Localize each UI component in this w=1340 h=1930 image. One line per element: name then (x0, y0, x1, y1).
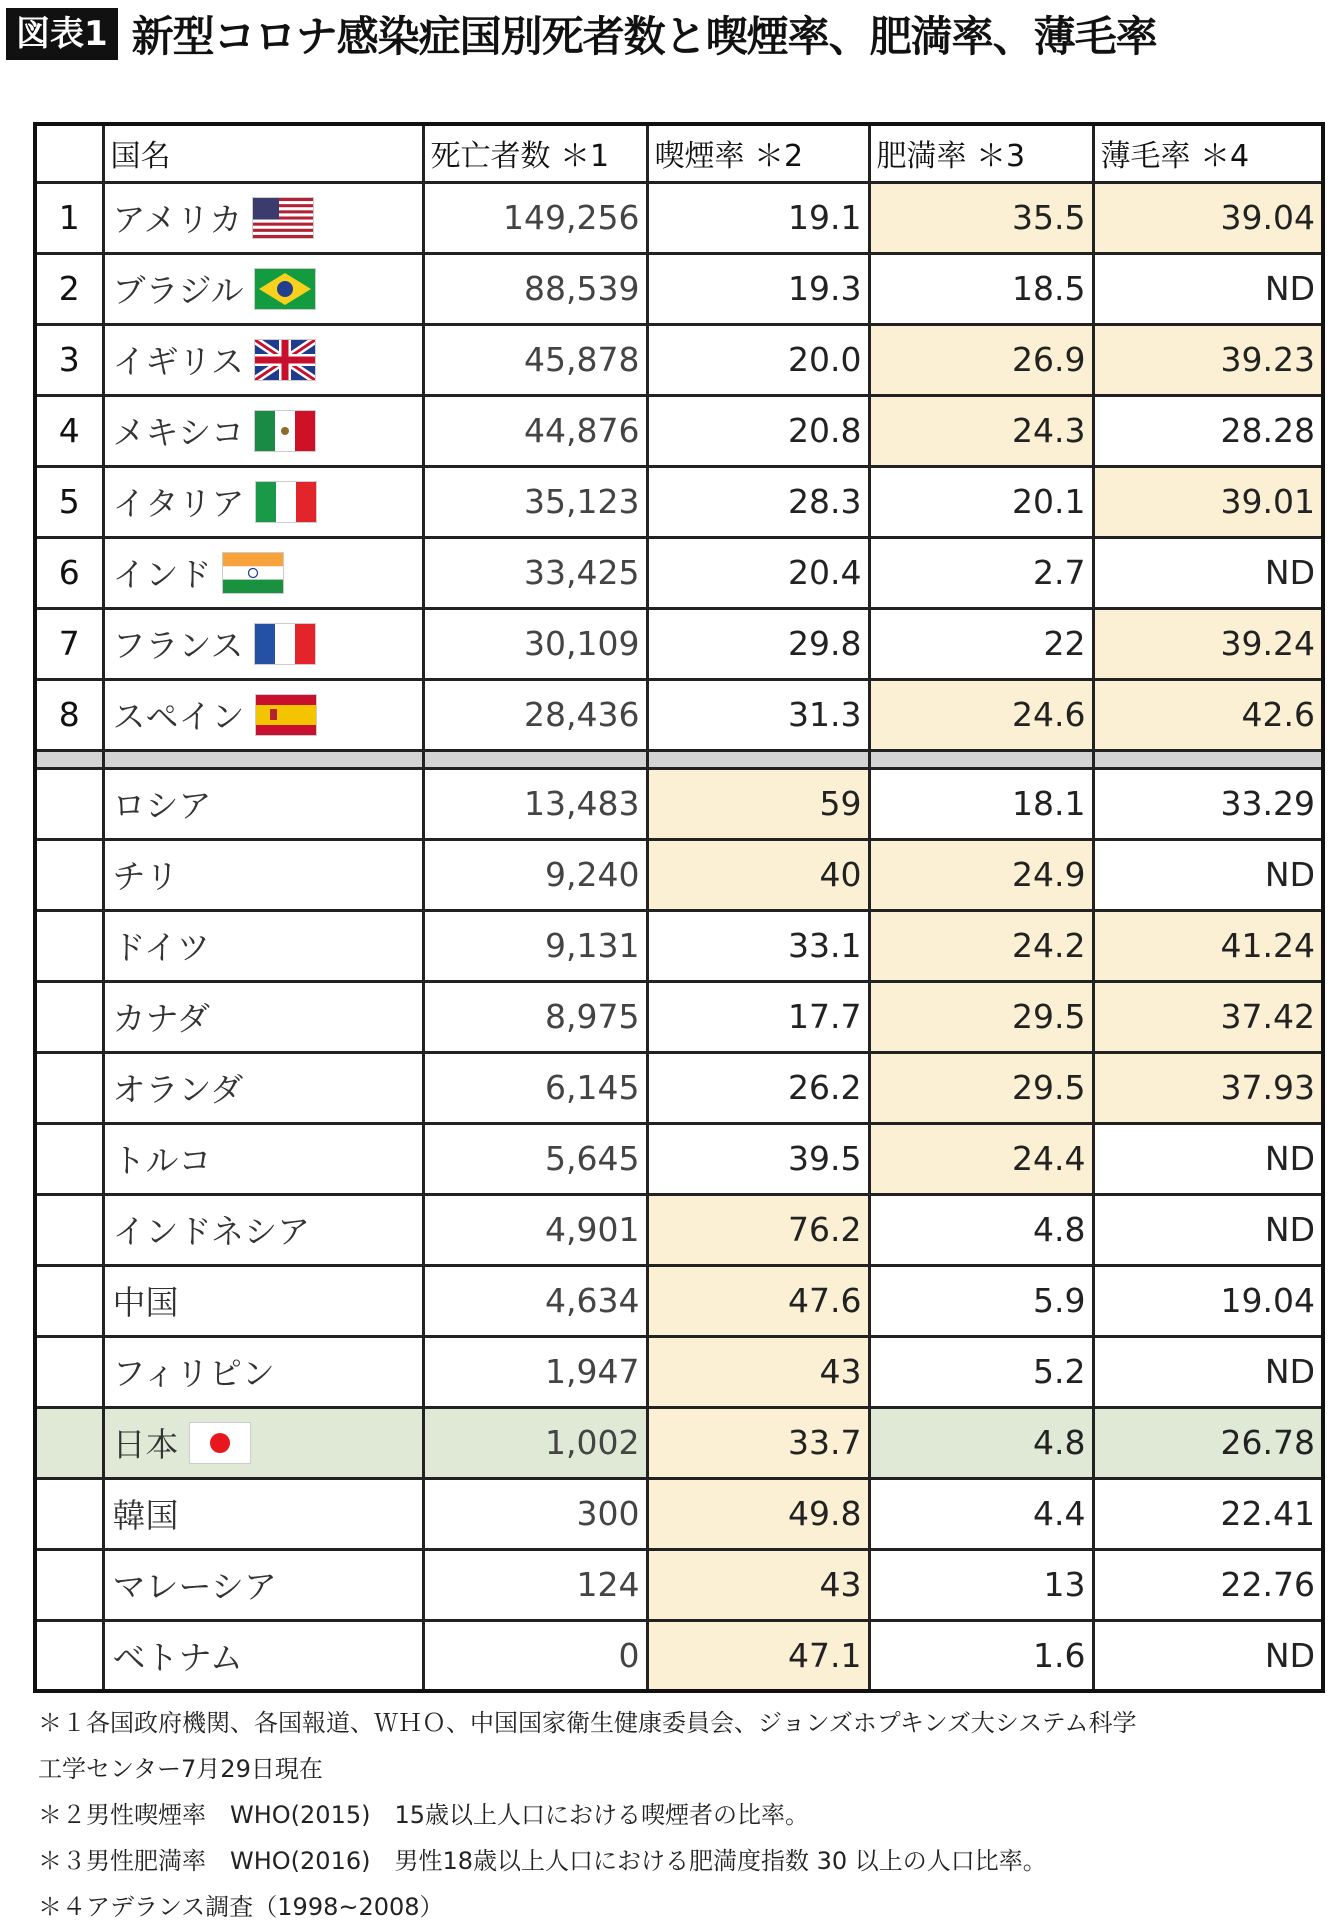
data-table (33, 122, 1325, 1693)
rank-cell (35, 981, 103, 1052)
baldness-rate-cell: 28.28 (1093, 395, 1323, 466)
smoking-rate-cell: 28.3 (647, 466, 869, 537)
deaths-cell: 300 (423, 1478, 647, 1549)
country-cell (103, 1265, 423, 1336)
baldness-rate-cell: 39.23 (1093, 324, 1323, 395)
baldness-rate-cell: 42.6 (1093, 679, 1323, 750)
obesity-rate-cell: 26.9 (869, 324, 1093, 395)
rank-cell (35, 839, 103, 910)
footnote: ＊３男性肥満率 WHO(2016) 男性18歳以上人口における肥満度指数 30 以上の人口比率。 (38, 1847, 1047, 1875)
baldness-rate-cell: ND (1093, 253, 1323, 324)
table-row (35, 1620, 1323, 1691)
column-header-baldness: 薄毛率 ＊4 (1093, 124, 1323, 182)
obesity-rate-cell: 5.2 (869, 1336, 1093, 1407)
country-name-group (113, 194, 315, 241)
country-name: マレーシア (112, 1567, 277, 1606)
rank-cell (35, 1336, 103, 1407)
rank-cell: 3 (35, 324, 103, 395)
mexico-flag-icon (254, 410, 316, 452)
obesity-rate-cell: 20.1 (869, 466, 1093, 537)
deaths-cell: 8,975 (423, 981, 647, 1052)
country-name-group (113, 993, 210, 1040)
country-name: 韓国 (112, 1496, 179, 1535)
country-name-group (113, 780, 212, 827)
deaths-cell: 9,240 (423, 839, 647, 910)
baldness-rate-cell: 39.04 (1093, 182, 1323, 253)
baldness-rate-cell: ND (1093, 537, 1323, 608)
obesity-rate-cell: 24.9 (869, 839, 1093, 910)
country-cell (103, 768, 423, 839)
country-cell (103, 839, 423, 910)
country-name: スペイン (112, 697, 245, 736)
deaths-cell: 33,425 (423, 537, 647, 608)
footnote: ＊１各国政府機関、各国報道、ＷＨＯ、中国国家衛生健康委員会、ジョンズホプキンズ大システム科学 (38, 1709, 1137, 1737)
country-name: ロシア (112, 786, 212, 825)
country-name-group (113, 1206, 311, 1253)
deaths-cell: 4,901 (423, 1194, 647, 1265)
smoking-rate-cell: 76.2 (647, 1194, 869, 1265)
country-cell (103, 537, 423, 608)
table-row (35, 324, 1323, 395)
baldness-rate-cell: ND (1093, 1620, 1323, 1691)
smoking-rate-cell: 20.0 (647, 324, 869, 395)
obesity-rate-cell: 18.5 (869, 253, 1093, 324)
france-flag-icon (254, 623, 316, 665)
obesity-rate-cell: 4.8 (869, 1407, 1093, 1478)
table-row (35, 768, 1323, 839)
deaths-cell: 44,876 (423, 395, 647, 466)
smoking-rate-cell: 43 (647, 1336, 869, 1407)
smoking-rate-cell: 39.5 (647, 1123, 869, 1194)
smoking-rate-cell: 29.8 (647, 608, 869, 679)
obesity-rate-cell: 24.6 (869, 679, 1093, 750)
country-name-group (113, 549, 284, 596)
japan-flag-icon (189, 1422, 251, 1464)
uk-flag-icon (254, 339, 316, 381)
country-name-group (113, 1419, 251, 1466)
column-header-deaths: 死亡者数 ＊1 (423, 124, 647, 182)
page-title: 新型コロナ感染症国別死者数と喫煙率、肥満率、薄毛率 (131, 12, 1157, 61)
baldness-rate-cell: 39.24 (1093, 608, 1323, 679)
table-header-row (35, 124, 1323, 182)
country-name-group (113, 922, 210, 969)
rank-cell (35, 1194, 103, 1265)
country-name: チリ (112, 857, 179, 896)
country-name-group (113, 1348, 275, 1395)
table-row (35, 910, 1323, 981)
country-name: ドイツ (112, 928, 210, 967)
baldness-rate-cell: ND (1093, 1336, 1323, 1407)
country-cell (103, 679, 423, 750)
country-name: インド (112, 555, 212, 594)
india-flag-icon (222, 552, 284, 594)
baldness-rate-cell: 37.93 (1093, 1052, 1323, 1123)
table-row (35, 1336, 1323, 1407)
smoking-rate-cell: 17.7 (647, 981, 869, 1052)
table-row (35, 466, 1323, 537)
separator-cell (1093, 750, 1323, 768)
table-row (35, 253, 1323, 324)
obesity-rate-cell: 35.5 (869, 182, 1093, 253)
smoking-rate-cell: 47.6 (647, 1265, 869, 1336)
rank-cell (35, 768, 103, 839)
table-row (35, 608, 1323, 679)
smoking-rate-cell: 20.4 (647, 537, 869, 608)
obesity-rate-cell: 24.4 (869, 1123, 1093, 1194)
country-cell (103, 608, 423, 679)
country-name-group (113, 1632, 243, 1679)
column-header-smoking: 喫煙率 ＊2 (647, 124, 869, 182)
table-body (35, 182, 1323, 1691)
smoking-rate-cell: 20.8 (647, 395, 869, 466)
deaths-cell: 30,109 (423, 608, 647, 679)
obesity-rate-cell: 18.1 (869, 768, 1093, 839)
baldness-rate-cell: 22.41 (1093, 1478, 1323, 1549)
country-name-group (113, 620, 316, 667)
separator-cell (103, 750, 423, 768)
rank-cell: 4 (35, 395, 103, 466)
footnote: 工学センター7月29日現在 (38, 1755, 323, 1783)
country-name: フィリピン (112, 1354, 275, 1393)
column-header-rank (35, 124, 103, 182)
italy-flag-icon (255, 481, 317, 523)
country-name-group (113, 1135, 212, 1182)
baldness-rate-cell: 37.42 (1093, 981, 1323, 1052)
smoking-rate-cell: 59 (647, 768, 869, 839)
obesity-rate-cell: 24.2 (869, 910, 1093, 981)
obesity-rate-cell: 24.3 (869, 395, 1093, 466)
country-cell (103, 1407, 423, 1478)
obesity-rate-cell: 4.8 (869, 1194, 1093, 1265)
country-name-group (113, 336, 316, 383)
deaths-cell: 6,145 (423, 1052, 647, 1123)
column-header-country: 国名 (103, 124, 423, 182)
rank-cell (35, 1407, 103, 1478)
obesity-rate-cell: 13 (869, 1549, 1093, 1620)
country-cell (103, 910, 423, 981)
obesity-rate-cell: 29.5 (869, 981, 1093, 1052)
deaths-cell: 5,645 (423, 1123, 647, 1194)
country-name: 日本 (112, 1425, 179, 1464)
separator-cell (423, 750, 647, 768)
smoking-rate-cell: 43 (647, 1549, 869, 1620)
rank-cell (35, 1265, 103, 1336)
country-cell (103, 981, 423, 1052)
rank-cell (35, 1478, 103, 1549)
us-flag-icon (252, 197, 314, 239)
smoking-rate-cell: 19.1 (647, 182, 869, 253)
title-bar (6, 6, 1157, 62)
country-name: カナダ (112, 999, 210, 1038)
rank-cell: 7 (35, 608, 103, 679)
country-name: アメリカ (112, 200, 243, 239)
obesity-rate-cell: 1.6 (869, 1620, 1093, 1691)
deaths-cell: 9,131 (423, 910, 647, 981)
deaths-cell: 124 (423, 1549, 647, 1620)
rank-cell: 6 (35, 537, 103, 608)
rank-cell (35, 1620, 103, 1691)
table-row (35, 839, 1323, 910)
baldness-rate-cell: 22.76 (1093, 1549, 1323, 1620)
country-name-group (113, 407, 317, 454)
separator-cell (35, 750, 103, 768)
rank-cell (35, 1549, 103, 1620)
table-row (35, 981, 1323, 1052)
country-name-group (113, 1064, 244, 1111)
figure-badge: 図表1 (6, 8, 118, 60)
spain-flag-icon (255, 694, 317, 736)
country-cell (103, 1549, 423, 1620)
table-row (35, 537, 1323, 608)
deaths-cell: 35,123 (423, 466, 647, 537)
country-cell (103, 1478, 423, 1549)
table-row (35, 1478, 1323, 1549)
country-name-group (113, 851, 179, 898)
baldness-rate-cell: ND (1093, 839, 1323, 910)
table-row (35, 1194, 1323, 1265)
obesity-rate-cell: 2.7 (869, 537, 1093, 608)
smoking-rate-cell: 33.1 (647, 910, 869, 981)
footnote: ＊４アデランス調査（1998~2008） (38, 1893, 444, 1921)
deaths-cell: 0 (423, 1620, 647, 1691)
country-cell (103, 324, 423, 395)
country-name: インドネシア (112, 1212, 311, 1251)
country-name-group (113, 1561, 277, 1608)
country-name: ブラジル (112, 271, 244, 310)
baldness-rate-cell: 26.78 (1093, 1407, 1323, 1478)
country-name-group (113, 265, 316, 312)
smoking-rate-cell: 40 (647, 839, 869, 910)
deaths-cell: 13,483 (423, 768, 647, 839)
baldness-rate-cell: 19.04 (1093, 1265, 1323, 1336)
table-row (35, 1549, 1323, 1620)
rank-cell: 8 (35, 679, 103, 750)
brazil-flag-icon (254, 268, 316, 310)
country-name: メキシコ (112, 413, 245, 452)
separator-cell (869, 750, 1093, 768)
deaths-cell: 88,539 (423, 253, 647, 324)
country-cell (103, 1620, 423, 1691)
obesity-rate-cell: 4.4 (869, 1478, 1093, 1549)
footnote: ＊２男性喫煙率 WHO(2015) 15歳以上人口における喫煙者の比率。 (38, 1801, 810, 1829)
country-name: トルコ (112, 1141, 212, 1180)
smoking-rate-cell: 31.3 (647, 679, 869, 750)
table-row (35, 182, 1323, 253)
footnotes (38, 1700, 1328, 1930)
baldness-rate-cell: ND (1093, 1194, 1323, 1265)
deaths-cell: 1,002 (423, 1407, 647, 1478)
deaths-cell: 28,436 (423, 679, 647, 750)
rank-cell: 1 (35, 182, 103, 253)
smoking-rate-cell: 19.3 (647, 253, 869, 324)
country-cell (103, 1052, 423, 1123)
baldness-rate-cell: 33.29 (1093, 768, 1323, 839)
table-row (35, 1265, 1323, 1336)
obesity-rate-cell: 5.9 (869, 1265, 1093, 1336)
country-name: オランダ (112, 1070, 244, 1109)
country-name-group (113, 691, 317, 738)
baldness-rate-cell: 41.24 (1093, 910, 1323, 981)
smoking-rate-cell: 49.8 (647, 1478, 869, 1549)
table-row (35, 1052, 1323, 1123)
obesity-rate-cell: 22 (869, 608, 1093, 679)
country-cell (103, 1123, 423, 1194)
country-name-group (113, 1277, 179, 1324)
separator-cell (647, 750, 869, 768)
table-row (35, 1407, 1323, 1478)
deaths-cell: 4,634 (423, 1265, 647, 1336)
table-row (35, 1123, 1323, 1194)
deaths-cell: 1,947 (423, 1336, 647, 1407)
country-name-group (113, 478, 317, 525)
rank-cell (35, 1123, 103, 1194)
obesity-rate-cell: 29.5 (869, 1052, 1093, 1123)
country-cell (103, 395, 423, 466)
country-name: ベトナム (112, 1637, 243, 1677)
separator-row (35, 750, 1323, 768)
country-name: イタリア (112, 484, 245, 523)
country-cell (103, 1194, 423, 1265)
baldness-rate-cell: ND (1093, 1123, 1323, 1194)
rank-cell (35, 1052, 103, 1123)
country-cell (103, 1336, 423, 1407)
country-cell (103, 466, 423, 537)
country-cell (103, 253, 423, 324)
country-name: 中国 (112, 1283, 179, 1322)
country-name: フランス (112, 626, 244, 665)
rank-cell (35, 910, 103, 981)
country-name: イギリス (112, 342, 244, 381)
smoking-rate-cell: 33.7 (647, 1407, 869, 1478)
deaths-cell: 149,256 (423, 182, 647, 253)
deaths-cell: 45,878 (423, 324, 647, 395)
baldness-rate-cell: 39.01 (1093, 466, 1323, 537)
smoking-rate-cell: 47.1 (647, 1620, 869, 1691)
country-name-group (113, 1490, 179, 1537)
table-row (35, 395, 1323, 466)
country-cell (103, 182, 423, 253)
smoking-rate-cell: 26.2 (647, 1052, 869, 1123)
table-row (35, 679, 1323, 750)
rank-cell: 5 (35, 466, 103, 537)
column-header-obesity: 肥満率 ＊3 (869, 124, 1093, 182)
rank-cell: 2 (35, 253, 103, 324)
